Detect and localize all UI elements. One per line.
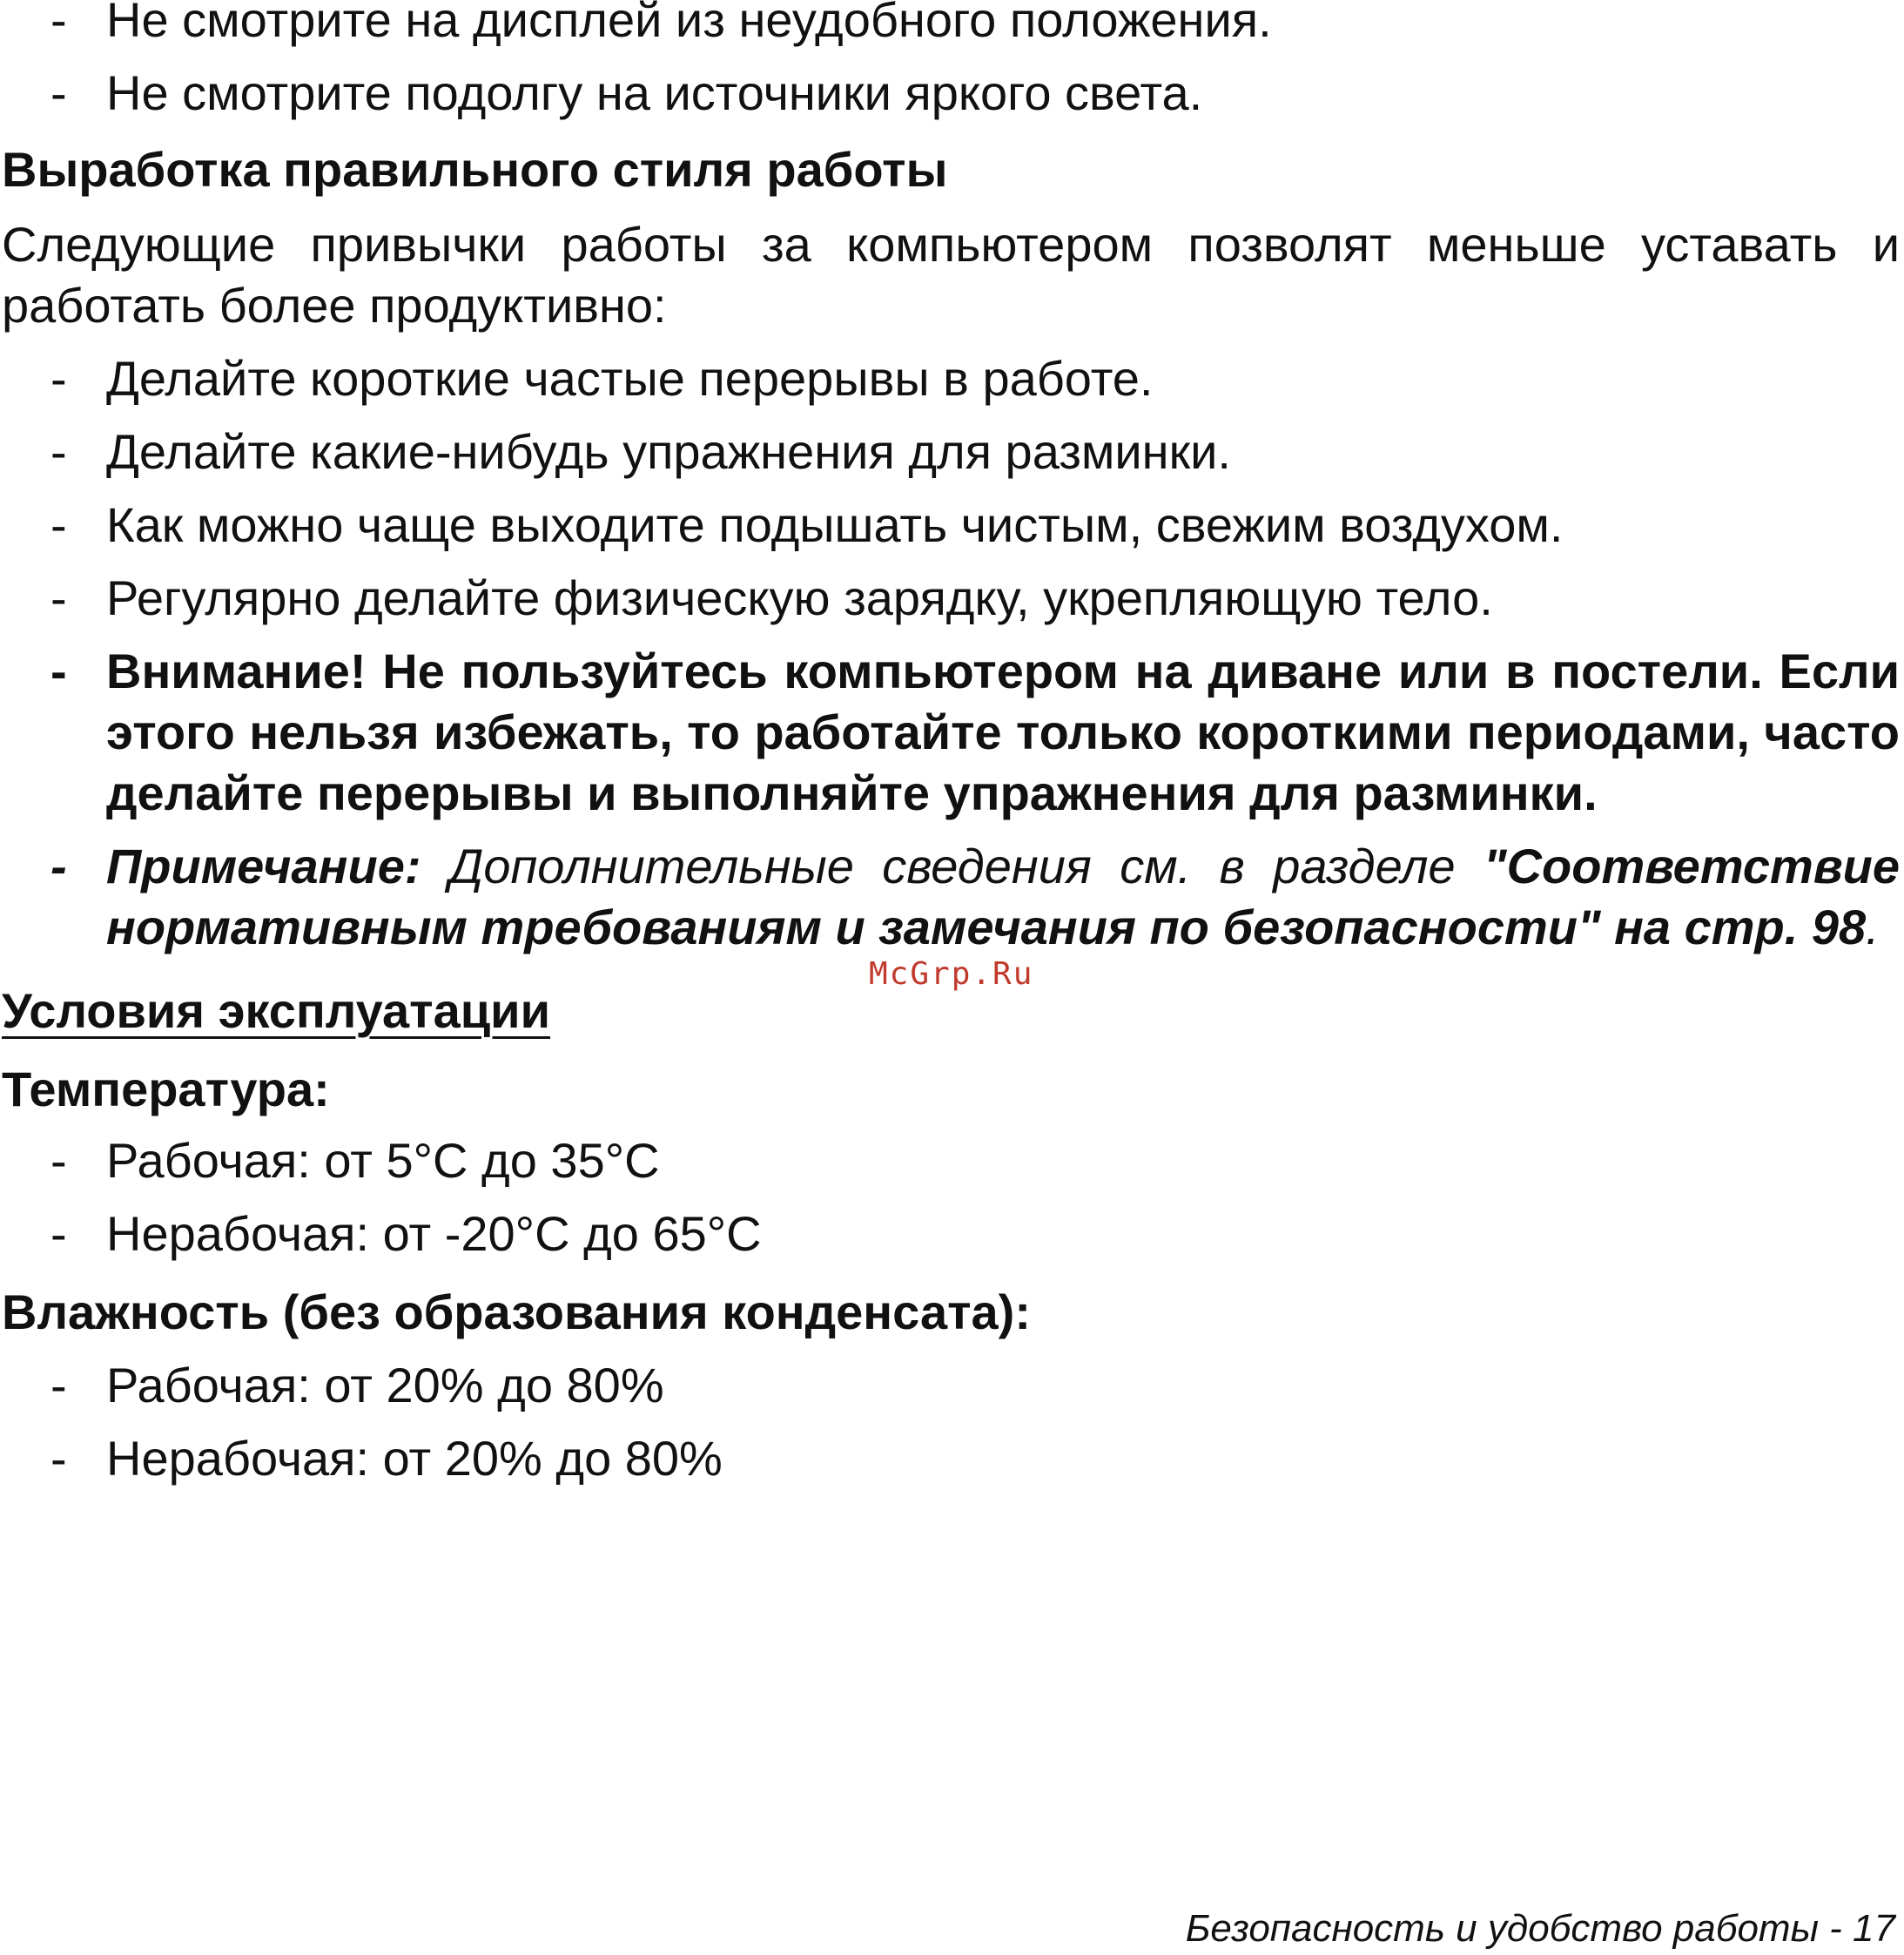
bullet-dash: - <box>50 424 67 479</box>
note-end: . <box>1866 900 1880 954</box>
watermark-text: McGrp.Ru <box>869 956 1034 992</box>
humidity-heading: Влажность (без образования конденсата): <box>2 1284 1031 1339</box>
note-reference-link[interactable]: нормативным требованиям и замечания по безопасности" на стр. 98 <box>106 900 1867 954</box>
intro-paragraph-line-1: Следующие привычки работы за компьютером позволят меньше уставать и <box>2 217 1900 272</box>
list-item-text: Рабочая: от 20% до 80% <box>106 1358 664 1412</box>
bullet-dash: - <box>50 351 67 406</box>
note-reference-link[interactable]: "Соответствие <box>1484 839 1900 893</box>
note-label: Примечание: <box>106 839 421 893</box>
bullet-dash: - <box>50 570 67 625</box>
note-line-2 <box>106 897 1880 958</box>
bullet-dash: - <box>50 1206 67 1261</box>
list-item-text: Нерабочая: от -20°C до 65°C <box>106 1206 762 1261</box>
bullet-dash: - <box>50 839 67 893</box>
section-heading-work-style: Выработка правильного стиля работы <box>2 142 948 197</box>
bullet-dash: - <box>50 1358 67 1412</box>
section-heading-operating-conditions <box>2 981 550 1042</box>
list-item-text: Не смотрите подолгу на источники яркого света. <box>106 65 1203 120</box>
bullet-dash: - <box>50 0 67 47</box>
note-text: Дополнительные сведения см. в разделе <box>420 839 1484 893</box>
bullet-dash: - <box>50 497 67 552</box>
warning-line-1: Внимание! Не пользуйтесь компьютером на диване или в постели. Если <box>106 644 1900 698</box>
list-item-text: Регулярно делайте физическую зарядку, укрепляющую тело. <box>106 570 1493 625</box>
bullet-dash: - <box>50 1431 67 1486</box>
warning-line-3: делайте перерывы и выполняйте упражнения для разминки. <box>106 765 1598 820</box>
temperature-heading: Температура: <box>2 1062 330 1116</box>
bullet-dash: - <box>50 1133 67 1188</box>
page-footer: Безопасность и удобство работы - 17 <box>1185 1907 1895 1950</box>
list-item-text: Нерабочая: от 20% до 80% <box>106 1431 723 1486</box>
bullet-dash: - <box>50 644 67 698</box>
list-item-text: Делайте какие-нибудь упражнения для разминки. <box>106 424 1231 479</box>
bullet-dash: - <box>50 65 67 120</box>
list-item-text: Как можно чаще выходите подышать чистым, свежим воздухом. <box>106 497 1564 552</box>
note-line-1 <box>106 836 1900 897</box>
list-item-text: Делайте короткие частые перерывы в работе. <box>106 351 1154 406</box>
list-item-text: Не смотрите на дисплей из неудобного положения. <box>106 0 1272 47</box>
section-heading-text: Условия эксплуатации <box>2 983 550 1038</box>
warning-line-2: этого нельзя избежать, то работайте только короткими периодами, часто <box>106 704 1900 759</box>
intro-paragraph-line-2: работать более продуктивно: <box>2 278 667 333</box>
list-item-text: Рабочая: от 5°C до 35°C <box>106 1133 660 1188</box>
